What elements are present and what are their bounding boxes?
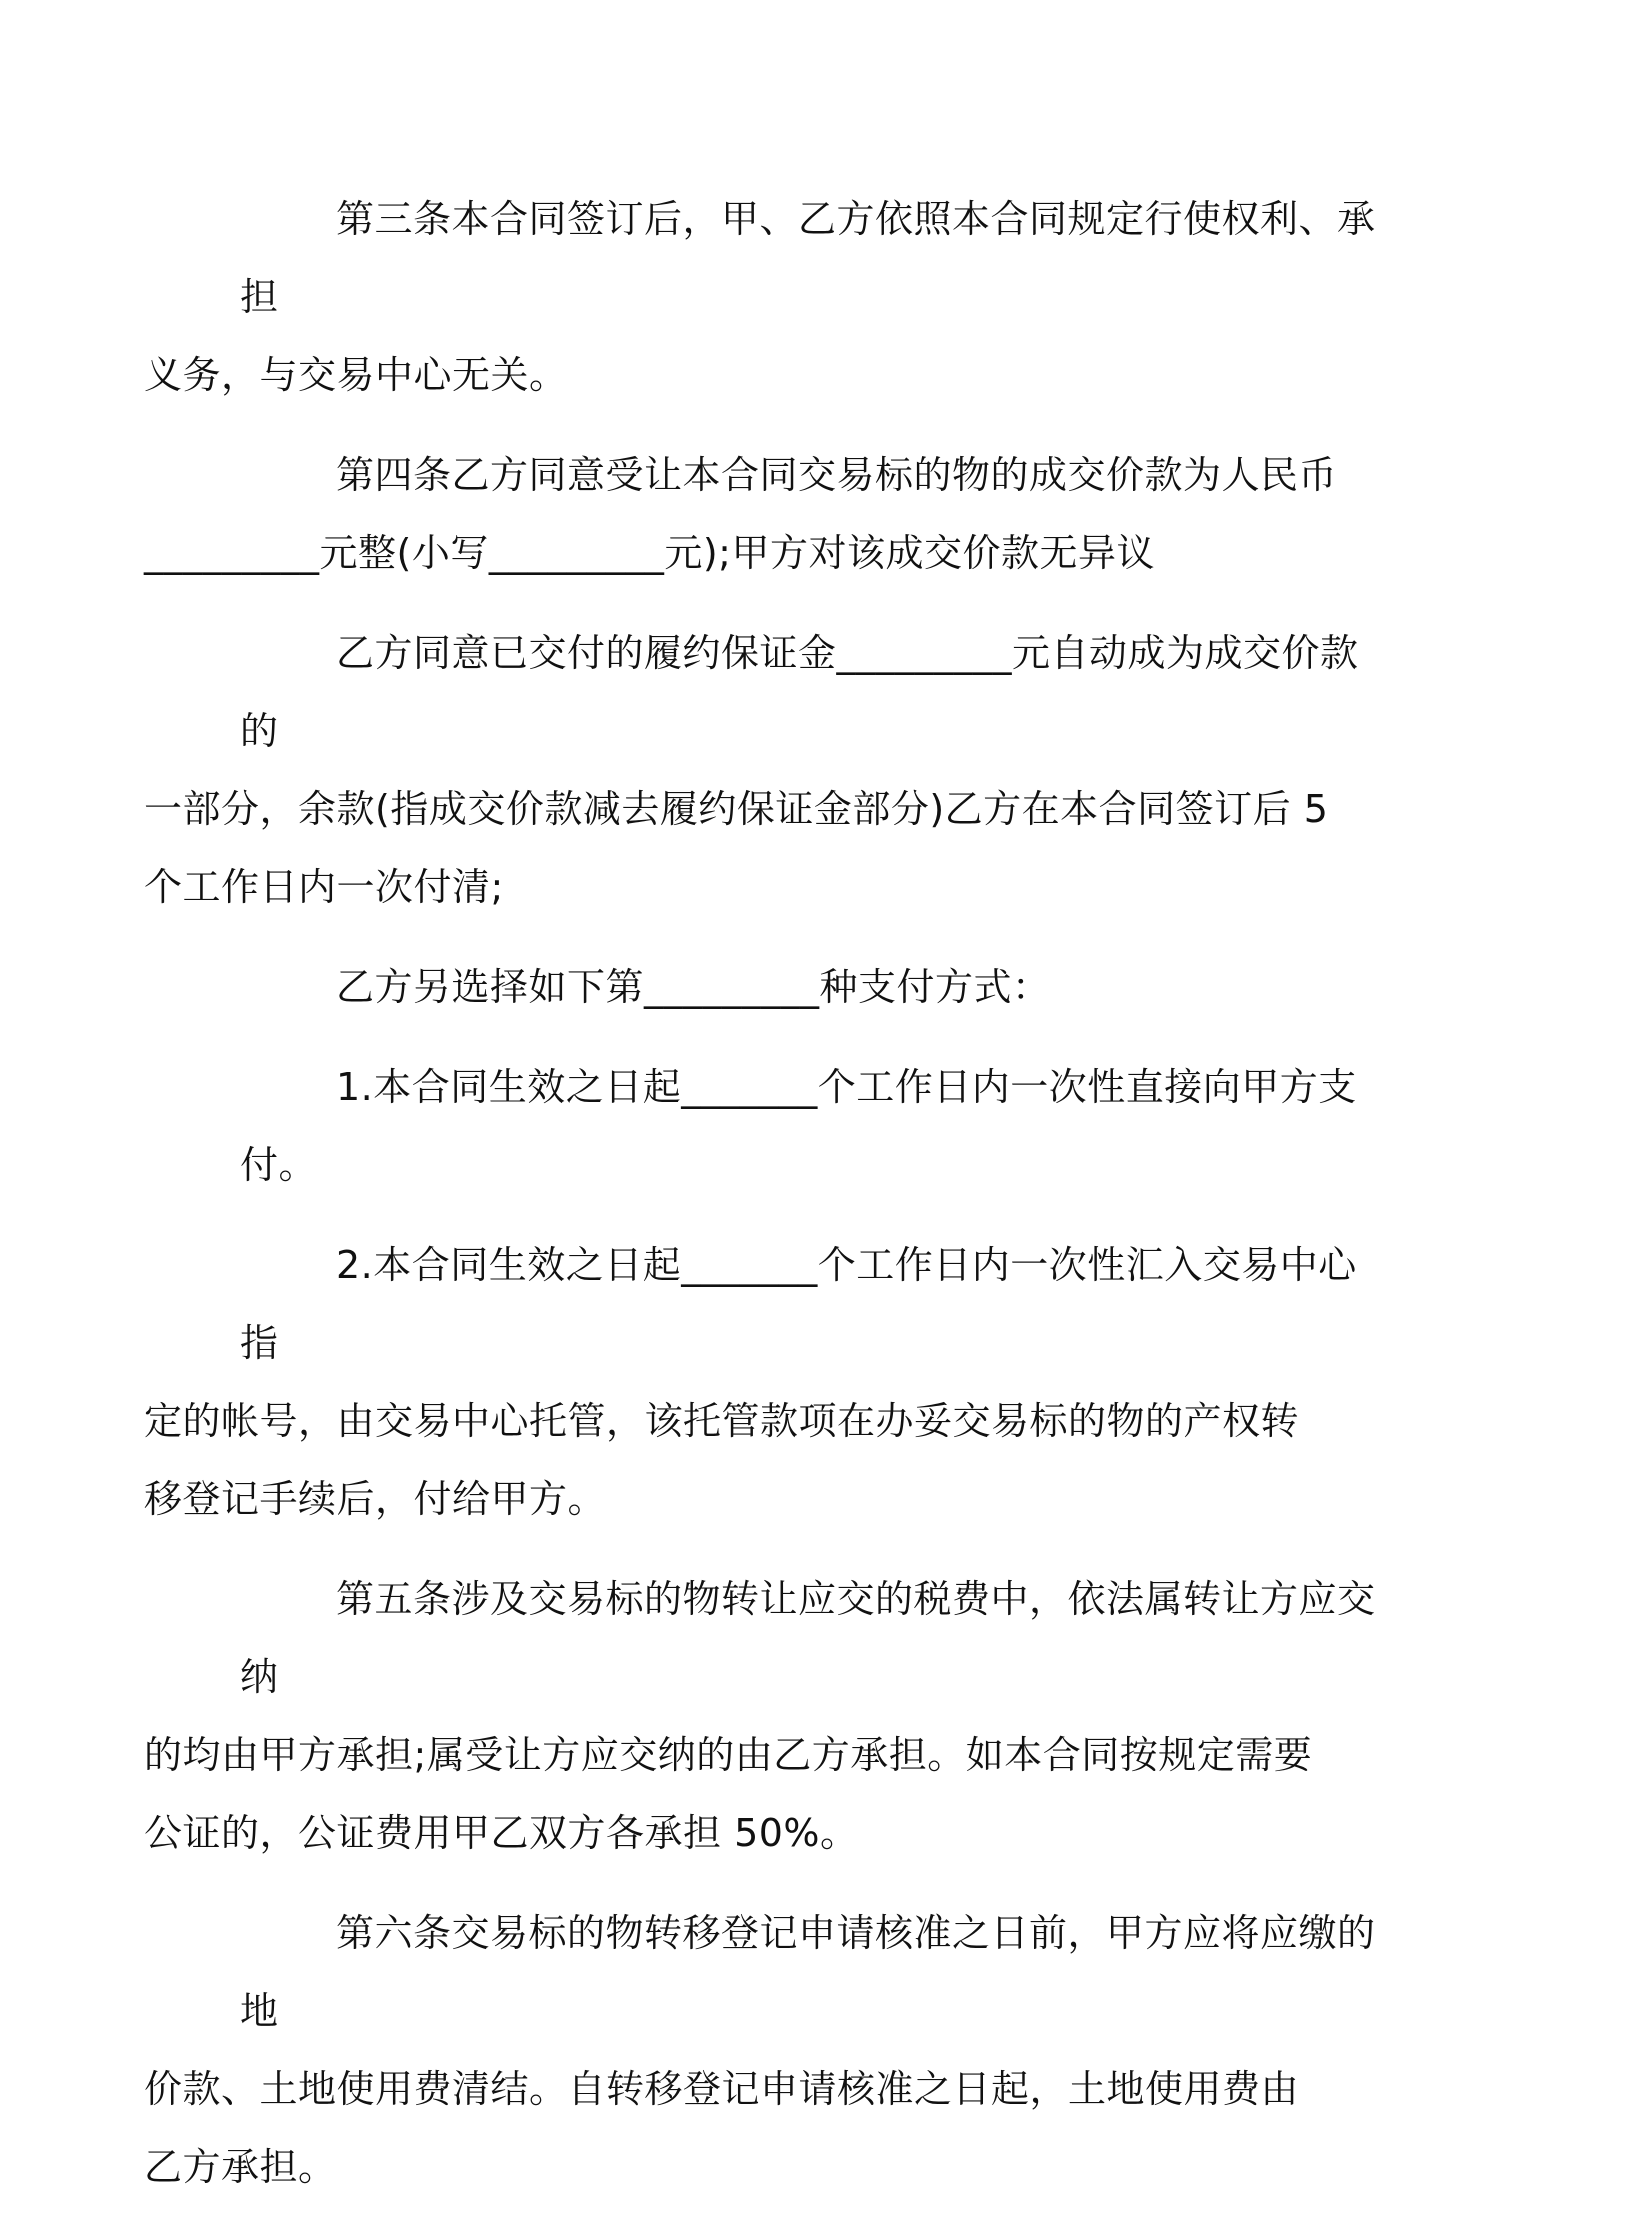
article-4-paragraph bbox=[144, 436, 1392, 592]
text-line: 第六条交易标的物转移登记申请核准之日前，甲方应将应缴的地 bbox=[240, 1911, 1376, 2033]
text-line: 义务，与交易中心无关。 bbox=[144, 353, 568, 397]
text-line: _________元整(小写_________元);甲方对该成交价款无异议 bbox=[144, 531, 1155, 575]
text-line: 2.本合同生效之日起_______个工作日内一次性汇入交易中心指 bbox=[240, 1243, 1357, 1365]
document-body bbox=[144, 180, 1392, 2228]
text-line: 公证的，公证费用甲乙双方各承担 50%。 bbox=[144, 1811, 859, 1855]
text-line: 乙方另选择如下第_________种支付方式： bbox=[336, 965, 1051, 1009]
payment-option-1 bbox=[240, 1048, 1392, 1204]
article-3-paragraph bbox=[144, 180, 1392, 414]
article-6-paragraph bbox=[144, 1894, 1392, 2206]
text-line: 第四条乙方同意受让本合同交易标的物的成交价款为人民币 bbox=[336, 453, 1338, 497]
text-line: 第五条涉及交易标的物转让应交的税费中，依法属转让方应交纳 bbox=[240, 1577, 1376, 1699]
text-line: 乙方同意已交付的履约保证金_________元自动成为成交价款的 bbox=[240, 631, 1359, 753]
text-line: 个工作日内一次付清; bbox=[144, 865, 504, 909]
text-line: 一部分，余款(指成交价款减去履约保证金部分)乙方在本合同签订后 5 bbox=[144, 787, 1329, 831]
payment-option-2 bbox=[144, 1226, 1392, 1538]
text-line: 的均由甲方承担;属受让方应交纳的由乙方承担。如本合同按规定需要 bbox=[144, 1733, 1313, 1777]
text-line: 1.本合同生效之日起_______个工作日内一次性直接向甲方支付。 bbox=[240, 1065, 1357, 1187]
text-line: 定的帐号，由交易中心托管，该托管款项在办妥交易标的物的产权转 bbox=[144, 1399, 1300, 1443]
text-line: 乙方承担。 bbox=[144, 2145, 337, 2189]
deposit-paragraph bbox=[144, 614, 1392, 926]
text-line: 价款、土地使用费清结。自转移登记申请核准之日起，土地使用费由 bbox=[144, 2067, 1300, 2111]
text-line: 移登记手续后，付给甲方。 bbox=[144, 1477, 607, 1521]
payment-choice-paragraph bbox=[240, 948, 1392, 1026]
article-5-paragraph bbox=[144, 1560, 1392, 1872]
text-line: 第三条本合同签订后，甲、乙方依照本合同规定行使权利、承担 bbox=[240, 197, 1376, 319]
